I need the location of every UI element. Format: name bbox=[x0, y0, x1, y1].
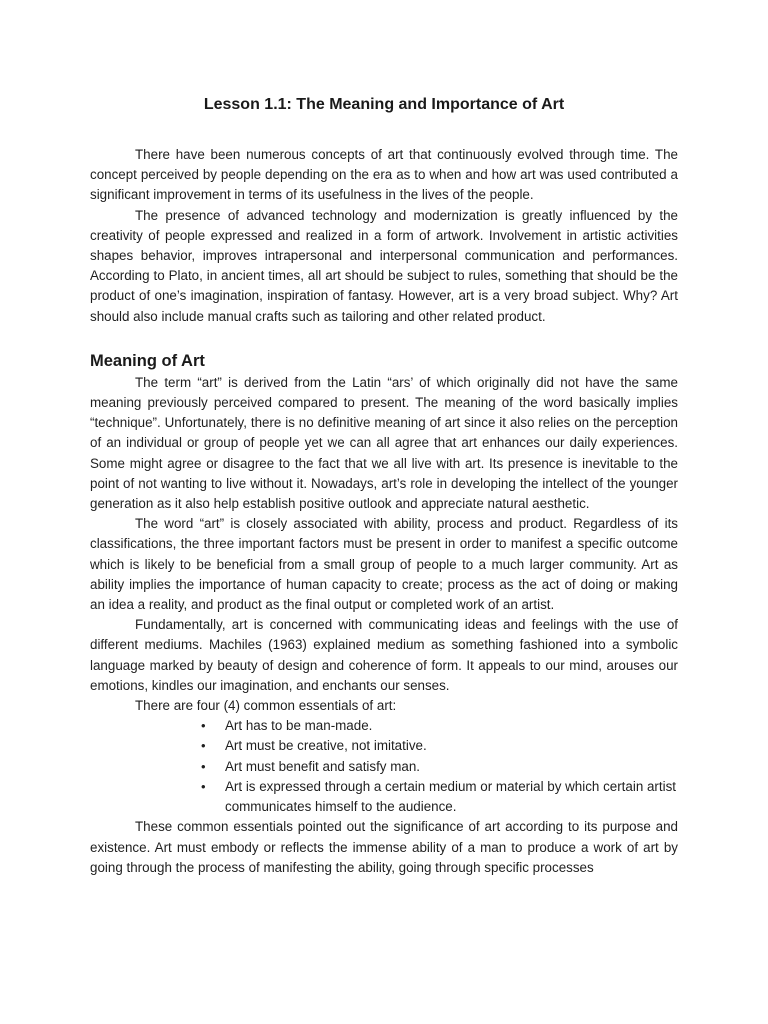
intro-section bbox=[90, 145, 678, 327]
intro-paragraph-1: There have been numerous concepts of art that continuously evolved through time. The concept perceived by people depending on the era as to when and how art was used contributed a significant improvement in terms of its usefulness in the lives of the people. bbox=[90, 147, 678, 203]
essentials-list bbox=[90, 716, 678, 817]
closing-paragraph: These common essentials pointed out the significance of art according to its purpose and existence. Art must embody or reflects the immense ability of a man to produce a work of art by going through the process of manifesting the ability, going through specific processes bbox=[90, 819, 678, 875]
list-item-text: Art has to be man-made. bbox=[225, 718, 373, 734]
document-page bbox=[90, 0, 678, 878]
list-item-text: Art must benefit and satisfy man. bbox=[225, 758, 420, 774]
list-item-text: Art is expressed through a certain medium or material by which certain artist communicates himself to the audience. bbox=[225, 778, 677, 815]
page-title: Lesson 1.1: The Meaning and Importance of Art bbox=[203, 96, 565, 113]
list-item bbox=[201, 757, 678, 777]
list-item bbox=[201, 777, 678, 817]
meaning-section bbox=[90, 373, 678, 878]
list-item bbox=[201, 736, 678, 756]
list-item bbox=[201, 716, 678, 736]
bullet-icon: • bbox=[201, 778, 206, 794]
bullet-icon: • bbox=[201, 738, 206, 754]
section-heading-meaning-of-art: Meaning of Art bbox=[90, 351, 205, 370]
meaning-paragraph-2: The word “art” is closely associated with ability, process and product. Regardless of its classifications, the three important factors must be present in order to manifest a specific outcome which is likely to be beneficial from a small group of people to a much larger community. Art as ability implies the importance of human capacity to create; process as the act of doing or making an idea a reality, and product as the final output or completed work of an artist. bbox=[90, 516, 678, 613]
meaning-paragraph-1: The term “art” is derived from the Latin “ars’ of which originally did not have the same meaning previously perceived compared to present. The meaning of the word basically implies “technique”. Unfortunately, there is no definitive meaning of art since it also relies on the perception of an individual or group of people yet we can all agree that art enhances our daily experiences. Some might agree or disagree to the fact that we all live with art. Its presence is inevitable to the point of not wanting to live without it. Nowadays, art’s role in developing the intellect of the younger generation as it also help establish positive outlook and appreciate natural aesthetic. bbox=[90, 374, 678, 512]
list-item-text: Art must be creative, not imitative. bbox=[225, 738, 427, 754]
essentials-intro: There are four (4) common essentials of art: bbox=[135, 698, 397, 714]
bullet-icon: • bbox=[201, 718, 206, 734]
intro-paragraph-2: The presence of advanced technology and modernization is greatly influenced by the creativity of people expressed and realized in a form of artwork. Involvement in artistic activities shapes behavior, improves intrapersonal and interpersonal communication and performances. According to Plato, in ancient times, all art should be subject to rules, something that should be the product of one’s imagination, inspiration of fantasy. However, art is a very broad subject. Why? Art should also include manual crafts such as tailoring and other related product. bbox=[90, 207, 678, 324]
bullet-icon: • bbox=[201, 758, 206, 774]
meaning-paragraph-3: Fundamentally, art is concerned with communicating ideas and feelings with the use of different mediums. Machiles (1963) explained medium as something fashioned into a symbolic language marked by beauty of design and coherence of form. It appeals to our mind, arouses our emotions, kindles our imagination, and enchants our senses. bbox=[90, 617, 678, 693]
